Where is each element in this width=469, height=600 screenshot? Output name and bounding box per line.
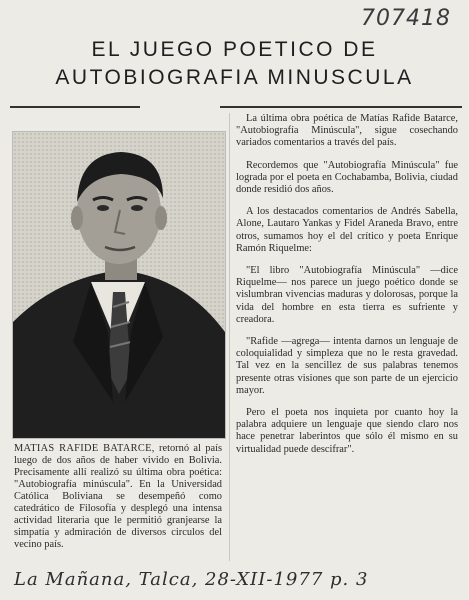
archive-number: 707418 (361, 6, 451, 31)
caption-name: MATIAS RAFIDE BATARCE, (14, 443, 155, 454)
headline-line-1: EL JUEGO POETICO DE (91, 38, 378, 61)
article-paragraph: "Rafide —agrega— intenta darnos un lenguaje de coloquialidad y simpleza que no le resta gravedad. Tal vez en la sencillez de sus palabras tenemos presente otras visiones que son parte de un ejercicio mayor. (236, 336, 458, 396)
article-body (236, 113, 458, 466)
article-paragraph: A los destacados comentarios de Andrés Sabella, Alone, Lautaro Yankas y Fidel Araneda Bravo, entre otros, sumamos hoy el del crítico y poeta Enrique Ramón Riquelme: (236, 206, 458, 254)
headline (10, 36, 459, 92)
headline-line-2: AUTOBIOGRAFIA MINUSCULA (55, 66, 414, 89)
article-paragraph: La última obra poética de Matías Rafide Batarce, "Autobiografía Minúscula", sigue cosechando variados comentarios a través del país. (236, 113, 458, 149)
article-paragraph: "El libro "Autobiografía Minúscula" —dice Riquelme— nos parece un juego poético donde se vislumbran vivencias maduras y dolorosas, porque la vida del hombre en esta tierra es sufriente y creadora. (236, 265, 458, 325)
portrait-illustration (13, 132, 225, 438)
divider-left (10, 106, 140, 108)
photo-caption (14, 443, 222, 551)
caption-text: retornó al país luego de dos años de haber vivido en Bolivia. Precisamente allí realizó su última obra poética: "Autobiografía minúscula". En la Universidad Católica Boliviana se desempeñó como catedrático de Filosofía y desplegó una intensa actividad literaria que le permitió granjearse la simpatía y admiración de diversos circulos del vecino país. (14, 443, 222, 550)
portrait-photo (12, 131, 226, 439)
handwritten-source-note: La Mañana, Talca, 28-XII-1977 p. 3 (14, 569, 369, 590)
divider-right (220, 106, 462, 108)
article-paragraph: Pero el poeta nos inquieta por cuanto hoy la palabra adquiere un lenguaje que siendo claro nos hace penetrar laberintos que sólo él mismo en su virtualidad puede descifrar". (236, 407, 458, 455)
article-paragraph: Recordemos que "Autobiografía Minúscula" fue lograda por el poeta en Cochabamba, Bolivia, ciudad donde residió dos años. (236, 159, 458, 196)
column-divider (229, 113, 230, 561)
